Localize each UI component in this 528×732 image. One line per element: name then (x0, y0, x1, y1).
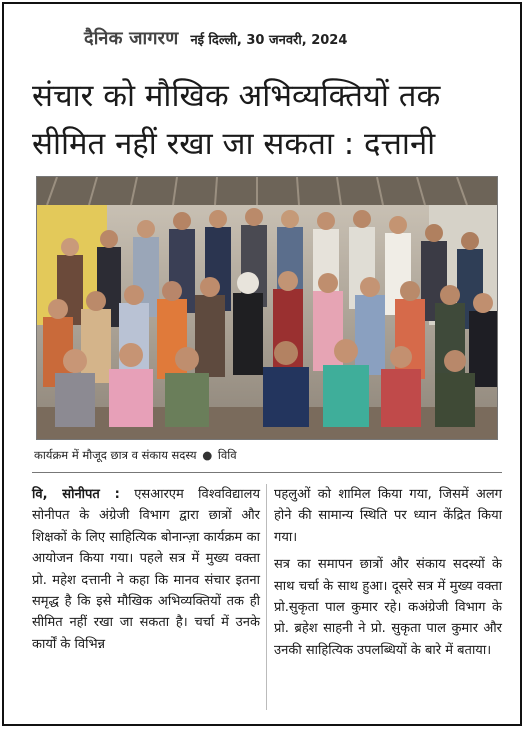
dateline: नई दिल्ली, 30 जनवरी, 2024 (190, 33, 348, 48)
article-body-1: एसआरएम विश्वविद्यालय सोनीपत के अंग्रेजी विभाग द्वारा छात्रों और शिक्षकों के लिए साहित्यिक बोनान्ज़ा कार्यक्रम का आयोजन किया गया। पहले सत्र में मुख्य वक्ता प्रो. महेश दत्तानी ने कहा कि मानव संचार इतना समृद्ध है कि इसे मौखिक अभिव्यक्तियों तक ही सीमित नहीं रखा जा सकता है। चर्चा में उनके कार्यों के विभिन्न (32, 487, 260, 652)
article-paragraph-3: सत्र का समापन छात्रों और संकाय सदस्यों के साथ चर्चा के साथ हुआ। दूसरे सत्र में मुख्य वक्ता प्रो.सुकृता पाल कुमार रहे। कअंग्रेजी विभाग के प्रो. ब्रहेश साहनी ने प्रो. सुकृता पाल कुमार और उनकी साहित्यिक उपलब्धियों के बारे में बताया। (274, 557, 502, 658)
article-column-1 (32, 484, 260, 655)
caption-rule (32, 472, 502, 473)
group-photo (36, 176, 498, 440)
caption-text: कार्यक्रम में मौजूद छात्र व संकाय सदस्य (34, 448, 197, 462)
newspaper-name: दैनिक जागरण (84, 28, 179, 49)
headline-line-2: सीमित नहीं रखा जा सकता : दत्तानी (32, 126, 436, 162)
column-divider (266, 484, 267, 710)
headline (32, 72, 502, 168)
news-clipping (2, 2, 522, 726)
article-dateline: वि, सोनीपत : (32, 487, 120, 502)
article-paragraph-2: पहलुओं को शामिल किया गया, जिसमें अलग होने की सामान्य स्थिति पर ध्यान केंद्रित किया गया। (274, 487, 502, 545)
headline-line-1: संचार को मौखिक अभिव्यक्तियों तक (32, 78, 441, 114)
photo-caption (34, 448, 500, 463)
caption-separator: ● (202, 448, 213, 462)
article-column-2 (274, 484, 502, 661)
article-paragraph (32, 484, 260, 655)
masthead (84, 26, 347, 50)
caption-credit: विवि (217, 448, 237, 462)
